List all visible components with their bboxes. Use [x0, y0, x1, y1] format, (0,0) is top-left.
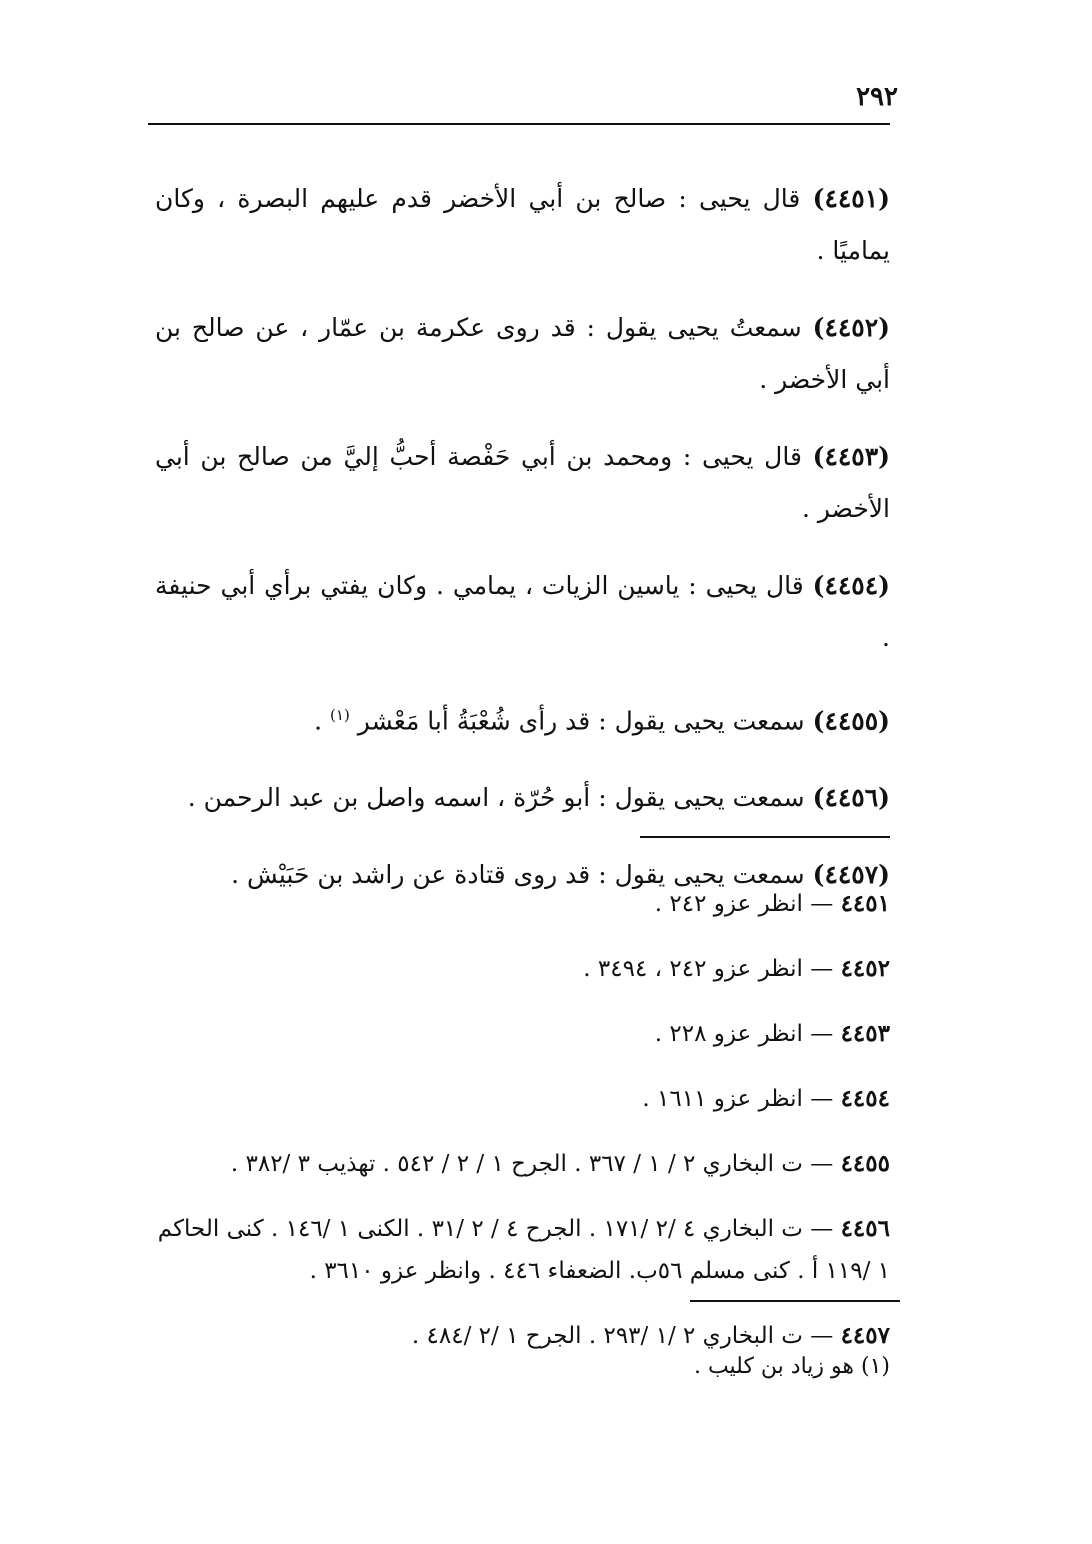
entry-end: .	[314, 706, 331, 736]
note-text: ت البخاري ٤ /٢ /١٧١ . الجرح ٤ / ٢ /٣١ . الكنى ١ /١٤٦ . كنى الحاكم ١ /١١٩ أ . كنى مسلم ٥٦ب. الضعفاء ٤٤٦ . وانظر عزو ٣٦١٠ .	[157, 1216, 890, 1284]
entry-number: (٤٤٥٧)	[812, 860, 890, 890]
page-number: ٢٩٢	[856, 82, 898, 112]
entry-number: (٤٤٥٦)	[812, 783, 890, 813]
entry-text: قال يحيى : صالح بن أبي الأخضر قدم عليهم البصرة ، وكان يماميًا .	[155, 184, 890, 265]
footnote: (١) هو زياد بن كليب .	[693, 1354, 890, 1379]
entry-text: سمعت يحيى يقول : أبو حُرّة ، اسمه واصل بن عبد الرحمن .	[187, 783, 805, 813]
note-text: انظر عزو ٢٤٢ .	[654, 891, 803, 917]
entry-text: سمعت يحيى يقول : قد روى قتادة عن راشد بن حَبَيْش .	[231, 860, 805, 890]
entry-number: (٤٤٥٥)	[812, 706, 890, 736]
note-number: ٤٤٥٤	[840, 1085, 890, 1112]
entry-4453	[155, 431, 890, 535]
entry-number: (٤٤٥١)	[812, 184, 890, 213]
note-number: ٤٤٥١	[840, 890, 890, 917]
note-number: ٤٤٥٥	[840, 1150, 890, 1177]
main-text	[155, 148, 890, 926]
note-text: ت البخاري ٢ / ١ / ٣٦٧ . الجرح ١ / ٢ / ٥٤٢ . تهذيب ٣ /٣٨٢ .	[230, 1151, 803, 1177]
note-text: انظر عزو ١٦١١ .	[642, 1086, 803, 1112]
note-4454: ٤٤٥٤ — انظر عزو ١٦١١ .	[642, 1085, 890, 1112]
note-4453: ٤٤٥٣ — انظر عزو ٢٢٨ .	[654, 1020, 890, 1047]
entry-text: سمعتُ يحيى يقول : قد روى عكرمة بن عمّار ، عن صالح بن أبي الأخضر .	[155, 313, 890, 394]
entry-text: سمعت يحيى يقول : قد رأى شُعْبَةُ أبا مَعْشر	[357, 706, 805, 736]
note-text: انظر عزو ٢٢٨ .	[654, 1021, 803, 1047]
notes-rule	[640, 836, 890, 838]
entry-4454	[155, 560, 890, 664]
entry-4451	[155, 173, 890, 277]
footnote-ref: (١)	[330, 706, 350, 724]
source-notes	[155, 860, 890, 1380]
entry-4455	[155, 689, 890, 747]
entry-number: (٤٤٥٣)	[812, 442, 891, 471]
note-4451: ٤٤٥١ — انظر عزو ٢٤٢ .	[654, 890, 890, 917]
note-number: ٤٤٥٣	[840, 1020, 890, 1047]
note-number: ٤٤٥٦	[840, 1215, 890, 1242]
note-text: انظر عزو ٢٤٢ ، ٣٤٩٤ .	[583, 956, 803, 982]
entry-4452	[155, 302, 890, 406]
note-text: ت البخاري ٢ /١ /٢٩٣ . الجرح ١ /٢ /٤٨٤ .	[411, 1323, 803, 1349]
note-number: ٤٤٥٧	[840, 1322, 890, 1349]
note-4452: ٤٤٥٢ — انظر عزو ٢٤٢ ، ٣٤٩٤ .	[583, 955, 890, 982]
entry-text: قال يحيى : ومحمد بن أبي حَفْصة أحبُّ إليَّ من صالح بن أبي الأخضر .	[155, 442, 890, 523]
note-4455: ٤٤٥٥ — ت البخاري ٢ / ١ / ٣٦٧ . الجرح ١ / ٢ / ٥٤٢ . تهذيب ٣ /٣٨٢ .	[230, 1150, 890, 1177]
entry-4456	[155, 772, 890, 824]
entry-number: (٤٤٥٤)	[812, 571, 890, 600]
header-rule	[148, 123, 890, 125]
entry-number: (٤٤٥٢)	[812, 313, 890, 342]
note-4456: ٤٤٥٦ — ت البخاري ٤ /٢ /١٧١ . الجرح ٤ / ٢ /٣١ . الكنى ١ /١٤٦ . كنى الحاكم ١ /١١٩ أ . كنى مسلم ٥٦ب. الضعفاء ٤٤٦ . وانظر عزو ٣٦١٠ .	[157, 1215, 890, 1284]
note-number: ٤٤٥٢	[840, 955, 890, 982]
note-4457: ٤٤٥٧ — ت البخاري ٢ /١ /٢٩٣ . الجرح ١ /٢ /٤٨٤ .	[411, 1322, 890, 1349]
entry-text: قال يحيى : ياسين الزيات ، يمامي . وكان يفتي برأي أبي حنيفة .	[155, 571, 890, 652]
footnote-rule	[690, 1300, 900, 1302]
